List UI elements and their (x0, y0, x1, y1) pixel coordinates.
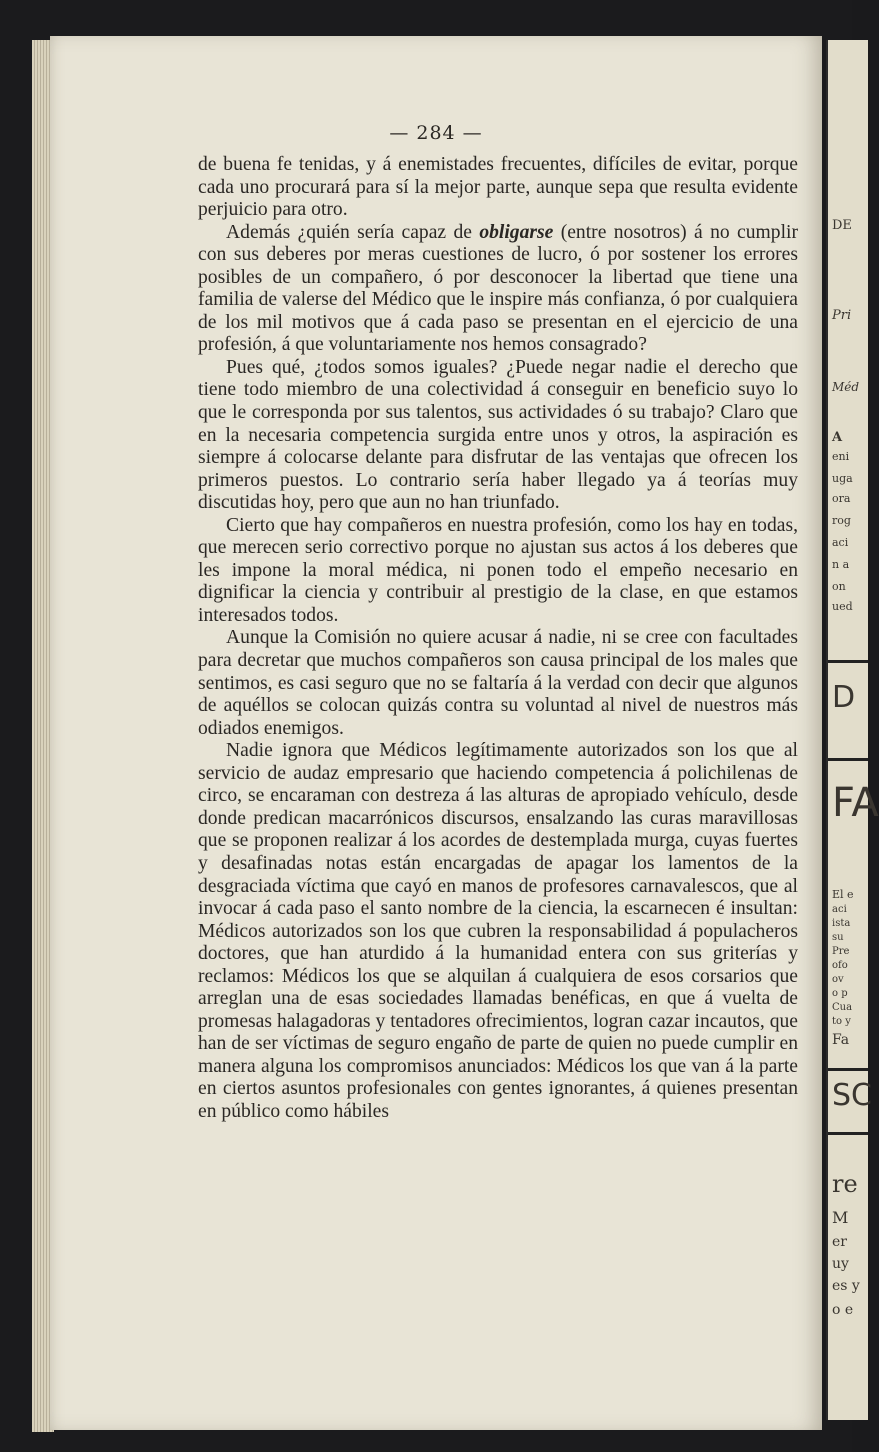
facing-page-rule (828, 660, 868, 663)
facing-page-fragment: aci (832, 536, 849, 549)
facing-page-fragment: Pre (832, 946, 850, 957)
facing-page-fragment: o p (832, 988, 848, 999)
paragraph: Aunque la Comisión no quiere acusar á nadie, ni se cree con facultades para decretar que muchos compañeros son causa principal de los males que sentimos, es casi seguro que no se faltaría á la verdad con decir que algunos de aquéllos se colocan quizás contra su voluntad al nivel de nuestros más odiados enemigos. (198, 627, 798, 739)
facing-page-fragment: uy (832, 1256, 849, 1272)
facing-page-fragment: es y (832, 1278, 860, 1294)
paragraph: Cierto que hay compañeros en nuestra profesión, como los hay en todas, que merecen serio correctivo porque no ajustan sus actos á los deberes que les impone la moral médica, ni ponen todo el empeño necesario en dignificar la ciencia y contribuir al prestigio de la clase, en que estamos interesados todos. (198, 514, 798, 626)
facing-page-fragment: on (832, 580, 846, 593)
facing-page-fragment: SC (832, 1078, 872, 1113)
facing-page-fragment: M (832, 1208, 849, 1227)
book-page (50, 36, 822, 1430)
page-number: — 284 — (389, 122, 483, 144)
paragraph (198, 222, 798, 357)
facing-page-fragment: El e (832, 888, 854, 901)
facing-page-fragment: Pri (832, 308, 852, 323)
paragraph: Nadie ignora que Médicos legítimamente autorizados son los que al servicio de audaz empresario que haciendo competencia á polichilenas de circo, se encaraman con destreza á las alturas de apropiado vehículo, desde donde predican macarrónicos discursos, ensalzando las curas maravillosas que se proponen realizar á los acordes de destemplada murga, cuyas fuertes y desafinadas notas están encargadas de apagar los lamentos de la desgraciada víctima que cayó en manos de profesores carnavalescos, que al invocar á cada paso el santo nombre de la ciencia, la escarnecen é insultan: Médicos autorizados son los que cubren la responsabilidad á populacheros doctores, que han aturdido á la humanidad entera con sus griterías y reclamos: Médicos los que se alquilan á cualquiera de esos corsarios que arreglan una de esas sociedades llamadas benéficas, en que á vuelta de promesas halagadoras y tentadores ofrecimientos, logran cazar incautos, que han de ser víctimas de seguro engaño de parte de quien no puede cumplir en manera alguna los compromisos anunciados: Médicos los que van á la parte en ciertos asuntos profesionales con gentes ignorantes, á quienes presentan en público como hábiles (198, 740, 798, 1122)
facing-page-rule (828, 758, 868, 761)
facing-page-fragment: Cua (832, 1002, 853, 1013)
facing-page-fragment: ista (832, 918, 851, 929)
emphasized-word: obligarse (479, 221, 554, 243)
facing-page-fragment: DE (832, 218, 852, 233)
facing-page-fragment: Méd (832, 380, 860, 394)
facing-page-fragment: D (832, 680, 856, 715)
facing-page-fragment: ora (832, 492, 851, 505)
paragraph-text: Además ¿quién sería capaz de (226, 221, 480, 243)
paragraph: de buena fe tenidas, y á enemistades frecuentes, difíciles de evitar, porque cada uno procurará para sí la mejor parte, aunque sepa que resulta evidente perjuicio para otro. (198, 154, 798, 221)
paragraph-text: (entre nosotros) á no cumplir con sus deberes por meras cuestiones de lucro, ó por sostener los errores posibles de un compañero, ó por desconocer la libertad que tiene una familia de valerse del Médico que le inspire más confianza, ó por cualquiera de los mil motivos que á cada paso se presentan en el ejercicio de una profesión, á que voluntariamente nos hemos consagrado? (198, 221, 798, 356)
facing-page-fragment: ued (832, 600, 853, 613)
facing-page-fragment: n a (832, 558, 850, 571)
facing-page-rule (828, 1068, 868, 1071)
facing-page-fragment: ov (832, 974, 844, 985)
facing-page-fragment: eni (832, 450, 850, 463)
facing-page-fragment: o e (832, 1302, 854, 1318)
facing-page-fragment: ofo (832, 960, 848, 971)
facing-page-fragment: uga (832, 472, 853, 485)
facing-page-fragment: re (832, 1170, 858, 1198)
facing-page-fragment: to y (832, 1016, 851, 1027)
paragraph: Pues qué, ¿todos somos iguales? ¿Puede negar nadie el derecho que tiene todo miembro de una colectividad á conseguir en beneficio suyo lo que le corresponda por sus talentos, sus actividades ó su trabajo? Claro que en la necesaria competencia surgida entre unos y otros, la aspiración es siempre á colocarse delante para disfrutar de las ventajas que ofrecen los primeros puestos. Lo contrario sería haber llegado ya á teorías muy discutidas hoy, pero que aun no han triunfado. (198, 356, 798, 514)
body-text (198, 154, 798, 1124)
facing-page-fragment: rog (832, 514, 851, 527)
facing-page-rule (828, 1132, 868, 1135)
facing-page-fragment: er (832, 1234, 847, 1250)
facing-page-fragment: Fa (832, 1032, 850, 1048)
facing-page-fragment: A (832, 430, 843, 445)
facing-page-fragment: FA (832, 780, 879, 826)
facing-page-strip (826, 40, 879, 1420)
facing-page-fragment: su (832, 932, 844, 943)
facing-page-fragment: aci (832, 904, 847, 915)
